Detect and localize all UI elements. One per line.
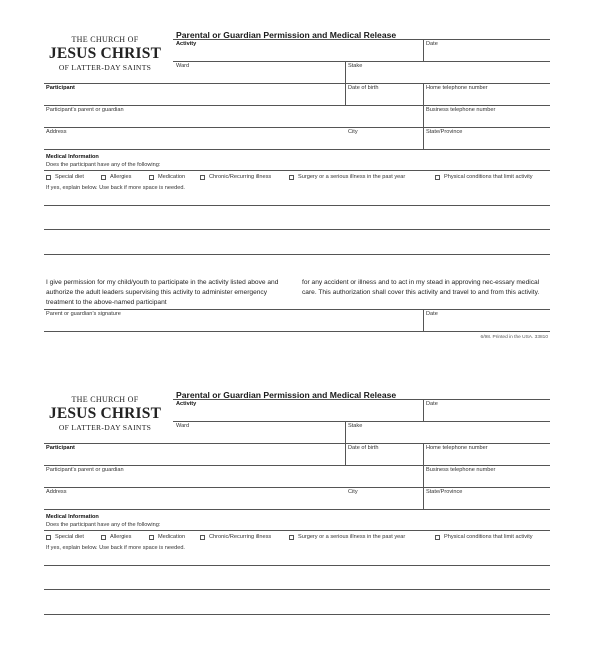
home-phone-field[interactable]: Home telephone number: [426, 445, 488, 451]
rule: [345, 421, 346, 443]
special-diet-label: Special diet: [55, 174, 84, 180]
rule: [44, 509, 550, 510]
ward-field[interactable]: Ward: [176, 423, 190, 429]
rule: [173, 39, 550, 40]
rule: [44, 149, 550, 150]
stake-field[interactable]: Stake: [348, 423, 363, 429]
rule: [44, 309, 550, 310]
explain-note: If yes, explain below. Use back if more space is needed.: [46, 185, 185, 191]
logo-line-3: OF LATTER-DAY SAINTS: [58, 423, 152, 432]
business-phone-field[interactable]: Business telephone number: [426, 107, 496, 113]
special-diet-label: Special diet: [55, 534, 84, 540]
rule: [423, 399, 424, 421]
city-field[interactable]: City: [348, 489, 358, 495]
rule: [423, 83, 424, 149]
rule: [345, 83, 346, 105]
rule: [44, 170, 550, 171]
physical-conditions-label: Physical conditions that limit activity: [444, 534, 533, 540]
activity-field[interactable]: Activity: [176, 41, 197, 47]
church-logo: [40, 34, 170, 73]
signature-field[interactable]: Parent or guardian’s signature: [46, 311, 121, 317]
physical-conditions-label: Physical conditions that limit activity: [444, 174, 533, 180]
physical-conditions-checkbox[interactable]: [435, 535, 440, 540]
chronic-illness-label: Chronic/Recurring illness: [209, 534, 272, 540]
date-of-birth-field[interactable]: Date of birth: [348, 85, 379, 91]
signature-date-field[interactable]: Date: [426, 311, 438, 317]
rule: [44, 127, 550, 128]
address-field[interactable]: Address: [46, 489, 67, 495]
church-logo: [40, 394, 170, 433]
medical-info-heading: Medical Information: [46, 154, 99, 160]
medication-label: Medication: [158, 534, 186, 540]
medical-question: Does the participant have any of the following:: [46, 522, 161, 528]
parent-guardian-field[interactable]: Participant’s parent or guardian: [46, 107, 124, 113]
logo-line-2: JESUS CHRIST: [48, 45, 162, 62]
state-province-field[interactable]: State/Province: [426, 489, 463, 495]
address-field[interactable]: Address: [46, 129, 67, 135]
allergies-checkbox[interactable]: [101, 175, 106, 180]
business-phone-field[interactable]: Business telephone number: [426, 467, 496, 473]
chronic-illness-label: Chronic/Recurring illness: [209, 174, 272, 180]
ward-field[interactable]: Ward: [176, 63, 190, 69]
logo-line-2: JESUS CHRIST: [48, 405, 162, 422]
logo-line-1: THE CHURCH OF: [71, 395, 139, 404]
print-code: 6/98. Printed in the USA. 33810: [480, 335, 548, 340]
explain-line-3[interactable]: [44, 614, 550, 615]
rule: [44, 530, 550, 531]
permission-text-left: I give permission for my child/youth to participate in the activity listed above and authorize the adult leaders supervising this activity to administer emergency treatment to the above-named participant: [46, 279, 279, 306]
permission-form-bottom: [0, 360, 600, 650]
rule: [345, 443, 346, 465]
rule: [44, 83, 550, 84]
allergies-label: Allergies: [110, 534, 132, 540]
chronic-illness-checkbox[interactable]: [200, 175, 205, 180]
rule: [173, 421, 550, 422]
rule: [44, 487, 550, 488]
participant-field[interactable]: Participant: [46, 445, 75, 451]
explain-line-1[interactable]: [44, 565, 550, 566]
medical-info-heading: Medical Information: [46, 514, 99, 520]
explain-line-1[interactable]: [44, 205, 550, 206]
explain-note: If yes, explain below. Use back if more space is needed.: [46, 545, 185, 551]
surgery-checkbox[interactable]: [289, 535, 294, 540]
surgery-checkbox[interactable]: [289, 175, 294, 180]
participant-field[interactable]: Participant: [46, 85, 75, 91]
state-province-field[interactable]: State/Province: [426, 129, 463, 135]
form-title: Parental or Guardian Permission and Medical Release: [176, 30, 397, 40]
medication-label: Medication: [158, 174, 186, 180]
city-field[interactable]: City: [348, 129, 358, 135]
surgery-label: Surgery or a serious illness in the past year: [298, 534, 406, 540]
parent-guardian-field[interactable]: Participant’s parent or guardian: [46, 467, 124, 473]
rule: [423, 39, 424, 61]
explain-line-3[interactable]: [44, 254, 550, 255]
date-of-birth-field[interactable]: Date of birth: [348, 445, 379, 451]
rule: [173, 399, 550, 400]
rule: [44, 465, 550, 466]
medical-question: Does the participant have any of the following:: [46, 162, 161, 168]
rule: [44, 443, 550, 444]
surgery-label: Surgery or a serious illness in the past year: [298, 174, 406, 180]
chronic-illness-checkbox[interactable]: [200, 535, 205, 540]
special-diet-checkbox[interactable]: [46, 175, 51, 180]
home-phone-field[interactable]: Home telephone number: [426, 85, 488, 91]
date-field[interactable]: Date: [426, 401, 438, 407]
explain-line-2[interactable]: [44, 589, 550, 590]
rule: [173, 61, 550, 62]
permission-text-right: for any accident or illness and to act in my stead in approving nec-essary medical care. This authorization shall cover this activity and travel to and from this activity.: [302, 279, 540, 296]
rule: [423, 309, 424, 331]
allergies-label: Allergies: [110, 174, 132, 180]
medication-checkbox[interactable]: [149, 175, 154, 180]
rule: [423, 443, 424, 509]
date-field[interactable]: Date: [426, 41, 438, 47]
physical-conditions-checkbox[interactable]: [435, 175, 440, 180]
special-diet-checkbox[interactable]: [46, 535, 51, 540]
stake-field[interactable]: Stake: [348, 63, 363, 69]
logo-line-3: OF LATTER-DAY SAINTS: [58, 63, 152, 72]
logo-line-1: THE CHURCH OF: [71, 35, 139, 44]
activity-field[interactable]: Activity: [176, 401, 197, 407]
explain-line-2[interactable]: [44, 229, 550, 230]
form-title: Parental or Guardian Permission and Medical Release: [176, 390, 397, 400]
rule: [44, 331, 550, 332]
allergies-checkbox[interactable]: [101, 535, 106, 540]
rule: [345, 61, 346, 83]
medication-checkbox[interactable]: [149, 535, 154, 540]
rule: [44, 105, 550, 106]
